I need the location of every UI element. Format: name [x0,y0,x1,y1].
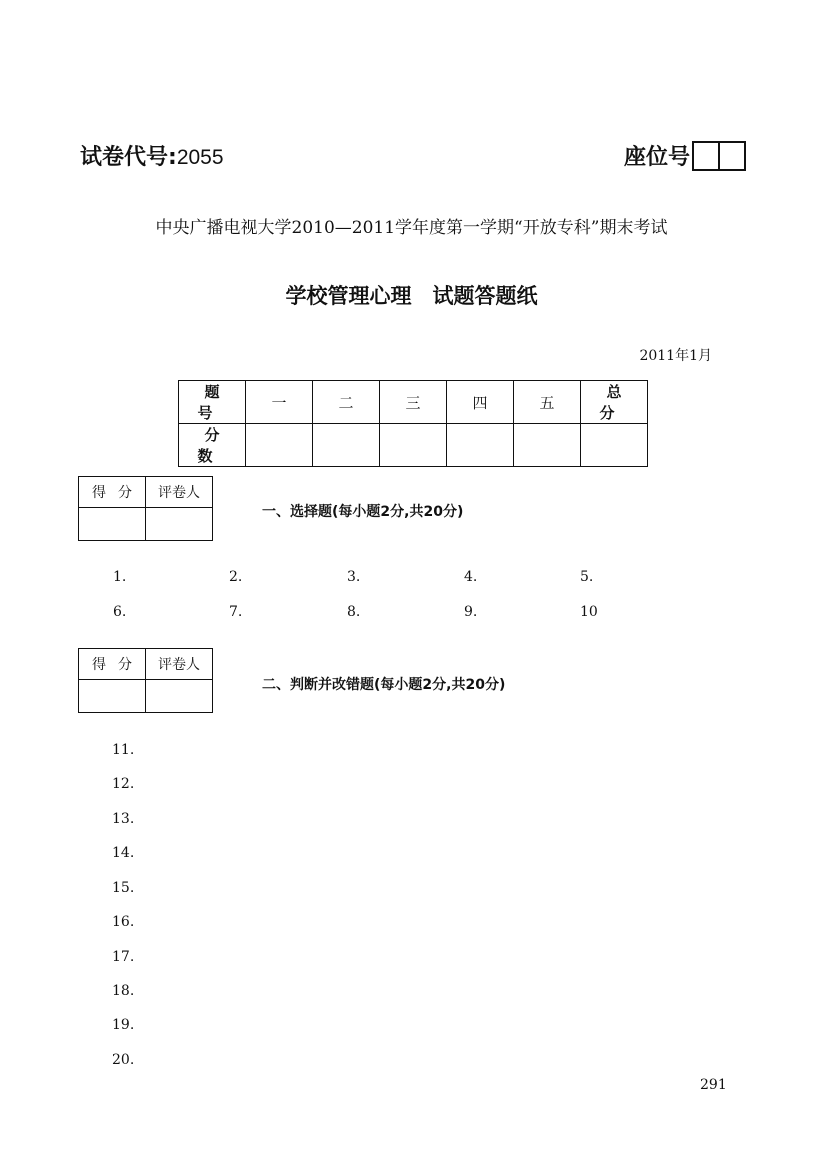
answer-item: 18. [112,983,135,999]
score-cell-1[interactable] [246,424,313,467]
grader-name-cell[interactable] [146,680,213,713]
answer-item: 3. [347,569,361,585]
answer-item: 10 [580,604,598,620]
score-table-col-4: 四 [447,381,514,424]
answer-item: 20. [112,1052,135,1068]
answer-item: 9. [464,604,478,620]
score-cell-4[interactable] [447,424,514,467]
seat-box-2[interactable] [720,141,746,171]
score-table-col-2: 二 [313,381,380,424]
exam-title: 中央广播电视大学2010—2011学年度第一学期“开放专科”期末考试 [155,218,668,238]
grader-score-label: 得分 [79,649,146,680]
grader-score-label: 得分 [79,477,146,508]
paper-code [80,140,224,171]
answer-item: 8. [347,604,361,620]
answer-item: 14. [112,845,135,861]
score-cell-5[interactable] [514,424,581,467]
subject-title: 学校管理心理 试题答题纸 [285,284,538,308]
answer-item: 15. [112,880,135,896]
grader-name-label: 评卷人 [146,477,213,508]
seat-box-1[interactable] [692,141,720,171]
score-table-col-3: 三 [380,381,447,424]
answer-item: 7. [229,604,243,620]
paper-code-number: 2055 [176,146,224,169]
score-table-col-5: 五 [514,381,581,424]
seat-boxes [692,141,746,171]
score-cell-2[interactable] [313,424,380,467]
answer-item: 17. [112,949,135,965]
grader-name-cell[interactable] [146,508,213,541]
score-table-score-row [179,424,648,467]
answer-item: 4. [464,569,478,585]
score-table-row1-label: 题号 [179,381,246,424]
section-1-title: 一、选择题(每小题2分,共20分) [262,504,464,520]
grader-name-label: 评卷人 [146,649,213,680]
answer-item: 2. [229,569,243,585]
score-table-col-total: 总分 [581,381,648,424]
answer-item: 13. [112,811,135,827]
score-table [178,380,648,467]
score-cell-total[interactable] [581,424,648,467]
answer-item: 5. [580,569,594,585]
section-2-title: 二、判断并改错题(每小题2分,共20分) [262,677,506,693]
answer-item: 6. [113,604,127,620]
score-table-col-1: 一 [246,381,313,424]
answer-item: 12. [112,776,135,792]
answer-item: 19. [112,1017,135,1033]
grader-score-cell[interactable] [79,508,146,541]
score-cell-3[interactable] [380,424,447,467]
page-number: 291 [700,1077,727,1093]
seat-label: 座位号 [624,145,691,170]
grader-box-section-2 [78,648,213,713]
answer-item: 16. [112,914,135,930]
answer-item: 1. [113,569,127,585]
exam-date: 2011年1月 [639,348,712,364]
paper-code-label: 试卷代号: [80,145,177,170]
grader-box-section-1 [78,476,213,541]
score-table-header-row [179,381,648,424]
answer-item: 11. [112,742,135,758]
seat-number [624,140,746,171]
score-table-row2-label: 分数 [179,424,246,467]
grader-score-cell[interactable] [79,680,146,713]
